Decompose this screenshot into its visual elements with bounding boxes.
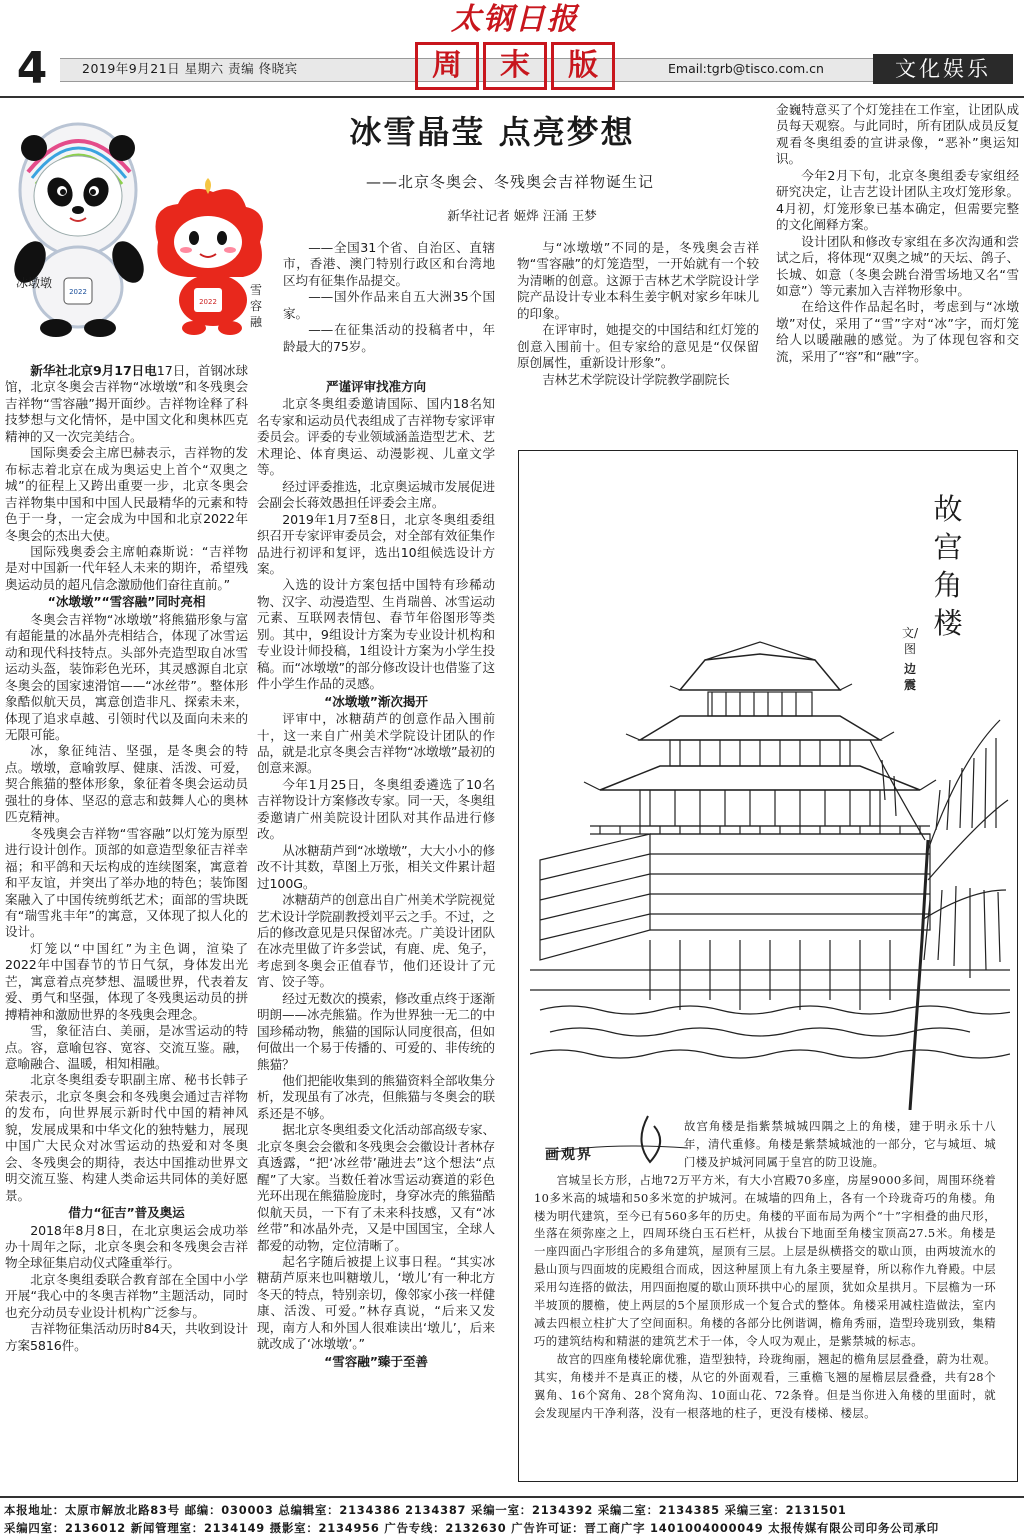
paragraph: 新华社北京9月17日电17日，首钢冰球馆，北京冬奥会吉祥物“冰墩墩”和冬残奥会吉祥物“雪容融”揭开面纱。吉祥物诠释了科技梦想与文化情怀，是中国文化和奥林匹克精神的又一次完美结合。 — [5, 363, 248, 444]
mascot-illustration — [8, 112, 278, 337]
caption-bingdundun: 冰墩墩 — [16, 276, 53, 290]
paragraph: 冬残奥会吉祥物“雪容融”以灯笼为原型进行设计创作。顶部的如意造型象征吉祥幸福；和平鸽和天坛构成的连续图案，寓意着和平友谊，并突出了举办地的特色；装饰图案融入了中国传统剪纸艺术；面部的雪块既有“瑞雪兆丰年”的寓意，又体现了拟人化的设计。 — [5, 825, 248, 940]
section-heading: 严谨评审找准方向 — [326, 379, 426, 394]
masthead-title: 太钢日报 — [451, 2, 579, 37]
paragraph: 吉林艺术学院设计学院教学副院长 — [542, 371, 730, 387]
paragraph: 与“冰墩墩”不同的是，冬残奥会吉祥物“雪容融”的灯笼造型，一开始就有一个较为清晰的创意。这源于吉林艺术学院设计学院产品设计专业本科生姜宇帆对家乡年味儿的印象。 — [517, 240, 759, 321]
header-rule — [0, 96, 1024, 98]
dateline: 新华社北京9月17日电 — [30, 363, 157, 378]
sketch-title: 故宫角楼 — [933, 492, 963, 640]
paragraph: 宫城呈长方形，占地72万平方米，有大小宫殿70多座，房屋9000多间，周围环绕着10多米高的城墙和50多米宽的护城河。在城墙的四角上，各有一个玲珑奇巧的角楼。角楼为明代建筑，至今已有560多年的历史。角楼的平面布局为两个“十”字相叠的曲尺形，坐落在须弥座之上，四周环绕白玉石栏杆，从拔台下地面至角楼宝顶高27.5米。角楼是一座四面凸字形组合的多角建筑，屋顶有三层。上层是纵横搭交的歇山顶，由两坡流水的悬山顶与四面坡的庑殿组合而成，因这种屋顶上有九条主要屋脊，所以称作九脊殿。中层采用勾连搭的做法，用四面抱厦的歇山顶环拱中心的屋顶，犹如众星拱月。下层檐为一环半坡顶的腰檐，使上两层的5个屋顶形成一个复合式的整体。角楼采用减柱造做法，室内减去四根立柱扩大了空间面积。角楼的各部分比例谐调，檐角秀丽，造型玲珑别致，集精巧的建筑结构和精湛的建筑艺术于一体，令人叹为观止，是紫禁城的标志。 — [534, 1172, 996, 1348]
paragraph: 今年2月下旬，北京冬奥组委专家组经研究决定，让吉艺设计团队主攻灯笼形象。4月初，灯笼形象已基本确定，但需要完整的文化阐释方案。 — [776, 167, 1019, 233]
paragraph: 国际残奥委会主席帕森斯说：“吉祥物是对中国新一代年轻人未来的期许，希望残奥运动员的超凡信念激励他们奋往直前。” — [5, 543, 248, 592]
paragraph: ——全国31个省、自治区、直辖市，香港、澳门特别行政区和台湾地区均有征集作品提交。 — [283, 240, 495, 288]
paragraph: 评审中，冰糖葫芦的创意作品入围前十，这一来自广州美术学院设计团队的作品，就是北京冬奥会吉祥物“冰墩墩”最初的创意来源。 — [257, 711, 495, 776]
paragraph: 雪，象征洁白、美丽，是冰雪运动的特点。容，意喻包容、宽容、交流互鉴。融，意喻融合、温暖，相知相融。 — [5, 1023, 248, 1072]
email-address[interactable]: Email:tgrb@tisco.com.cn — [668, 61, 824, 76]
paragraph: 设计团队和修改专家组在多次沟通和尝试之后，将体现“双奥之城”的天坛、鸽子、长城、如意（冬奥会跳台滑雪场地又名“雪如意”）等元素加入吉祥物形象中。 — [776, 233, 1019, 298]
article-column-2 — [257, 378, 495, 1371]
paragraph: 今年1月25日，冬奥组委遴选了10名吉祥物设计方案修改专家。同一天，冬奥组委邀请广州美院设计团队对其作品进行修改。 — [257, 776, 495, 842]
section-heading: “冰墩墩”“雪容融”同时亮相 — [47, 594, 206, 610]
section-heading: 借力“征吉”普及奥运 — [68, 1205, 185, 1221]
paragraph: ——在征集活动的投稿者中，年龄最大的75岁。 — [283, 322, 495, 354]
byline: 新华社记者 姬烨 汪涌 王梦 — [447, 208, 597, 223]
footer-line-2: 采编四室：2136012 新闻管理室：2134149 摄影室：2134956 广告专线：2132630 广告许可证：晋工商广字 1401004000049 太报传媒有限公司印务公司承印 — [4, 1521, 939, 1535]
paragraph: 故宫角楼是指紫禁城城四隅之上的角楼，建于明永乐十八年，清代重修。角楼是紫禁城城池的一部分，它与城垣、城门楼及护城河同属于皇宫的防卫设施。 — [684, 1119, 996, 1169]
paragraph: 经过评委推选，北京奥运城市发展促进会副会长蒋效愚担任评委会主席。 — [257, 478, 495, 511]
date-line: 2019年9月21日 星期六 责编 佟晓宾 — [82, 61, 298, 76]
column-label: 画观界 — [545, 1147, 593, 1163]
corner-tower-sketch — [530, 640, 1010, 1110]
footer-rule — [0, 1496, 1024, 1498]
article-column-2-top — [283, 240, 495, 355]
section-heading: “冰墩墩”渐次揭开 — [324, 693, 428, 709]
footer-line-1: 本报地址：太原市解放北路83号 邮编：030003 总编辑室：2134386 2134387 采编一室：2134392 采编二室：2134385 采编三室：2131501 — [4, 1503, 847, 1517]
paragraph: 在给这件作品起名时，考虑到与“冰墩墩”对仗，采用了“雪”字对“冰”字，而灯笼给人以暖融融的感觉。为了体现包容和交流，采用了“容”和“融”字。 — [776, 299, 1019, 364]
sketch-article-text — [534, 1118, 996, 1422]
paragraph: 冰，象征纯洁、坚强，是冬奥会的特点。墩墩，意喻敦厚、健康、活泼、可爱，契合熊猫的整体形象，象征着冬奥会运动员强壮的身体、坚忍的意志和鼓舞人心的奥林匹克精神。 — [5, 743, 248, 825]
paragraph: 他们把能收集到的熊猫资料全部收集分析，发现虽有了冰壳，但熊猫与冬奥会的联系还是不够。 — [257, 1073, 495, 1121]
masthead — [410, 2, 620, 90]
subheadline: ——北京冬奥会、冬残奥会吉祥物诞生记 — [365, 173, 654, 191]
masthead-char: 末 — [483, 42, 547, 90]
caption-xuerongrong: 雪容融 — [250, 283, 263, 329]
paragraph: 冬奥会吉祥物“冰墩墩”将熊猫形象与富有超能量的冰晶外壳相结合，体现了冰雪运动和现代科技特点。头部外壳造型取自冰雪运动头盔，装饰彩色光环，其灵感源自北京冬奥会的国家速滑馆——“冰丝带”。整体形象酷似航天员，寓意创造非凡、探索未来，体现了追求卓越、引领时代以及面向未来的无限可能。 — [5, 611, 248, 742]
section-heading: “雪容融”臻于至善 — [324, 1353, 428, 1369]
paragraph: 2019年1月7至8日，北京冬奥组委组织召开专家评审委员会，对全部有效征集作品进行初评和复评，选出10组候选设计方案。 — [257, 511, 495, 576]
paragraph: 据北京冬奥组委文化活动部高级专家、北京冬奥会会徽和冬残奥会会徽设计者林存真透露，“把‘冰丝带’融进去”这个想法“点醒”了大家。当数任着冰雪运动赛道的彩色光环出现在熊猫脸庞时，身穿冰壳的熊猫酷似航天员，一下有了未来科技感，又有“冰丝带”和冰晶外壳，又是中国国宝，全球人都爱的动物，定位清晰了。 — [257, 1122, 495, 1253]
paragraph: 经过无数次的摸索，修改重点终于逐渐明朗——冰壳熊猫。作为世界独一无二的中国珍稀动物，熊猫的国际认同度很高，但如何做出一个易于传播的、可爱的、非传统的熊猫？ — [257, 990, 495, 1072]
paragraph: 故宫的四座角楼轮廓优雅，造型独特，玲珑绚丽，翘起的檐角层层叠叠，蔚为壮观。其实，角楼并不是真正的楼，从它的外面观看，三重檐飞翘的屋檐层层叠叠，共有28个翼角、16个窝角、28个窝角沟、10面山花、72条脊。但是当你进入角楼的里面时，就会发现屋内干净利落，没有一根落地的柱子，更没有楼梯、楼层。 — [534, 1351, 996, 1420]
paragraph: 北京冬奥组委联合教育部在全国中小学开展“我心中的冬奥吉祥物”主题活动，同时也充分动员专业设计机构广泛参与。 — [5, 1271, 248, 1320]
svg-text:2022: 2022 — [199, 298, 217, 306]
paragraph: 在评审时，她提交的中国结和红灯笼的创意入围前十。但专家给的意见是“仅保留原创属性，重新设计形象”。 — [517, 322, 759, 371]
headline: 冰雪晶莹 点亮梦想 — [349, 113, 635, 151]
page-number: 4 — [16, 43, 48, 94]
paragraph: 2018年8月8日，在北京奥运会成功举办十周年之际，北京冬奥会和冬残奥会吉祥物全球征集启动仪式隆重举行。 — [5, 1222, 248, 1271]
paragraph: 北京冬奥组委邀请国际、国内18名知名专家和运动员代表组成了吉祥物专家评审委员会。评委的专业领域涵盖造型艺术、艺术理论、体育奥运、动漫影视、儿童文学等。 — [257, 396, 495, 478]
paragraph: 金巍特意买了个灯笼挂在工作室，让团队成员每天观察。与此同时，所有团队成员反复观看冬奥组委的宣讲录像，“恶补”奥运知识。 — [776, 102, 1019, 167]
svg-text:2022: 2022 — [69, 288, 87, 296]
masthead-char: 周 — [415, 42, 479, 90]
paragraph: 灯笼以“中国红”为主色调，渲染了2022年中国春节的节日气氛，身体发出光芒，寓意着点亮梦想、温暖世界，代表着友爱、勇气和坚强，体现了冬残奥运动员的拼搏精神和激励世界的冬残奥会理念。 — [5, 940, 248, 1022]
article-column-1 — [5, 363, 248, 1354]
bingdundun-figure — [8, 124, 150, 337]
sketch-credit: 文/图 边震 — [901, 626, 919, 692]
paragraph: 从冰糖葫芦到“冰墩墩”，大大小小的修改不计其数，草图上万张，相关文件累计超过100G。 — [257, 842, 495, 891]
paragraph: ——国外作品来自五大洲35个国家。 — [283, 289, 495, 321]
xuerongrong-figure — [156, 178, 263, 335]
article-column-4 — [776, 102, 1019, 365]
masthead-edition — [410, 42, 620, 90]
paragraph: 入选的设计方案包括中国特有珍稀动物、汉字、动漫造型、生肖瑞兽、冰雪运动元素、互联网表情包、春节年俗图形等类别。其中，9组设计方案为专业设计机构和专业设计师投稿，1组设计方案为小学生投稿。而“冰墩墩”的部分修改设计也借鉴了这件小学生作品的灵感。 — [257, 577, 495, 692]
paragraph: 冰糖葫芦的创意出自广州美术学院视觉艺术设计学院副教授刘平云之手。不过，之后的修改意见是只保留冰壳。广美设计团队在冰壳里做了许多尝试，有鹿、虎、兔子，考虑到冬奥会正值春节，他们还设计了元宵、饺子等。 — [257, 892, 495, 990]
paragraph: 吉祥物征集活动历时84天，共收到设计方案5816件。 — [5, 1321, 248, 1353]
article-column-3 — [517, 240, 759, 388]
section-label: 文化娱乐 — [873, 54, 1013, 84]
masthead-char: 版 — [551, 42, 615, 90]
paragraph: 起名字随后被提上议事日程。“其实冰糖葫芦原来也叫糖墩儿，‘墩儿’有一种北方冬天的特点，特别亲切，像邻家小孩一样健康、活泼、可爱。”林存真说，“后来又发现，南方人和外国人很难读出‘墩儿’，后来就改成了‘冰墩墩’。” — [257, 1254, 495, 1352]
paragraph: 国际奥委会主席巴赫表示，吉祥物的发布标志着北京在成为奥运史上首个“双奥之城”的征程上又跨出重要一步，北京冬奥会吉祥物集中国和中国人民最精华的元素和特色于一身，一定会成为中国和北京2022年冬奥会的杰出大使。 — [5, 445, 248, 543]
paragraph: 北京冬奥组委专职副主席、秘书长韩子荣表示，北京冬奥会和冬残奥会通过吉祥物的发布，向世界展示新时代中国的精神风貌，发展成果和中华文化的独特魅力，展现中国广大民众对冰雪运动的热爱和对冬奥会、冬残奥会的期待，表达中国推动世界文明交流互鉴、构建人类命运共同体的美好愿景。 — [5, 1072, 248, 1203]
